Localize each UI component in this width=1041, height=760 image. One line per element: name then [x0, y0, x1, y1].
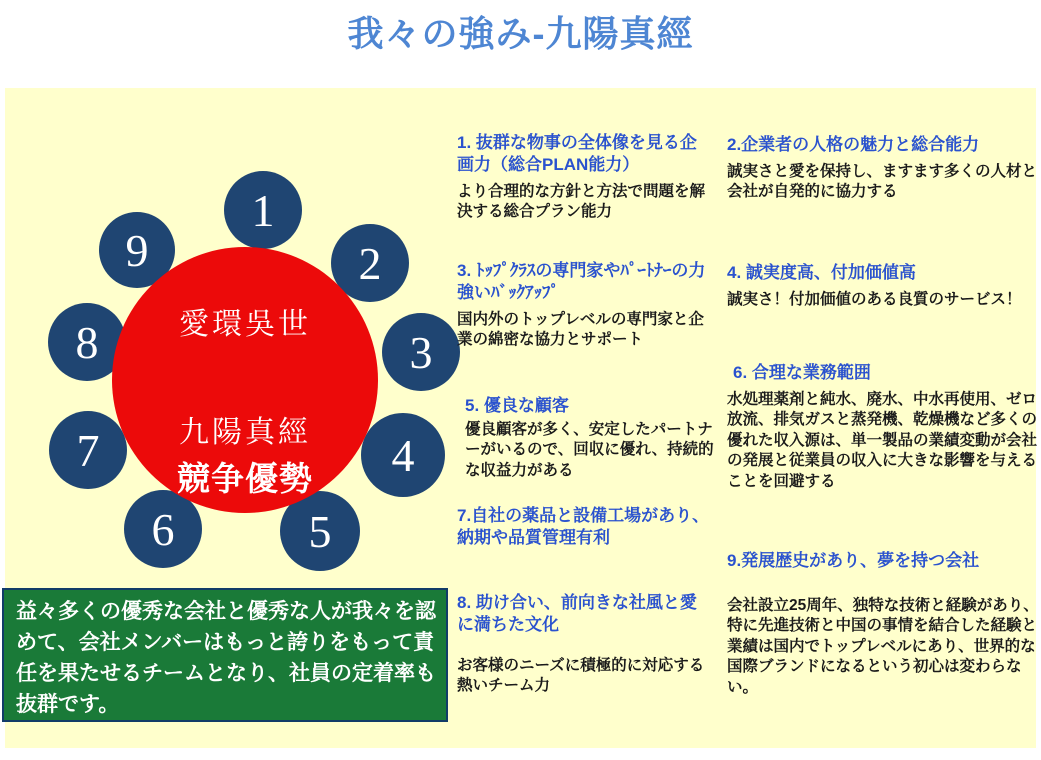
- circle-number: 6: [151, 503, 175, 555]
- block-body: 優良顧客が多く、安定したパートナーがいるので、回収に優れ、持続的な収益力がある: [465, 420, 714, 479]
- page-title: 我々の強み-九陽真經: [347, 13, 694, 54]
- block-heading: 8. 助け合い、前向きな社風と愛に満ちた文化: [457, 593, 697, 634]
- block-heading: 3. ﾄｯﾌﾟｸﾗｽの専門家やﾊﾟｰﾄﾅｰの力強いﾊﾞｯｸｱｯﾌﾟ: [457, 261, 706, 302]
- number-circle-6: [124, 490, 202, 568]
- block-body: 誠実さ！付加価値のある良質のサービス！: [727, 290, 1022, 308]
- block-heading: 6. 合理な業務範囲: [733, 363, 871, 382]
- block-heading: 7.自社の薬品と設備工場があり、納期や品質管理有利: [457, 506, 710, 547]
- number-circle-4: [361, 413, 445, 497]
- block-body: お客様のニーズに積極的に対応する熱いチーム力: [457, 656, 705, 694]
- strength-block-8: [457, 592, 711, 696]
- circle-number: 9: [125, 224, 149, 276]
- block-heading: 5. 優良な顧客: [465, 396, 569, 415]
- number-circle-1: [224, 171, 302, 249]
- circle-number: 3: [409, 326, 433, 378]
- block-heading: 9.発展歴史があり、夢を持つ会社: [727, 551, 980, 570]
- strength-block-5: [457, 395, 719, 481]
- strength-block-4: [727, 262, 1041, 310]
- strength-block-9: [727, 550, 1041, 698]
- circle-number: 8: [75, 316, 99, 368]
- center-line-1: 愛環吳世: [179, 308, 311, 341]
- strength-block-6: [727, 362, 1041, 492]
- circle-number: 4: [391, 429, 415, 481]
- strength-block-3: [457, 260, 711, 350]
- number-circle-7: [49, 411, 127, 489]
- summary-green-box: [2, 588, 448, 722]
- center-line-2: 九陽真經: [179, 416, 311, 449]
- block-heading: 4. 誠実度高、付加価値高: [727, 263, 916, 282]
- circle-number: 5: [308, 505, 332, 557]
- block-heading: 2.企業者の人格の魅力と総合能力: [727, 135, 980, 154]
- summary-text: 益々多くの優秀な会社と優秀な人が我々を認めて、会社メンバーはもっと誇りをもって責任を果たせるチームとなり、社員の定着率も抜群です。: [16, 600, 436, 717]
- block-body: 水処理薬剤と純水、廃水、中水再使用、ゼロ放流、排気ガスと蒸発機、乾燥機など多くの優れた収入源は、単一製品の業績変動が会社の発展と従業員の収入に大きな影響を与えることを回避する: [727, 390, 1038, 490]
- block-heading: 1. 抜群な物事の全体像を見る企画力（総合PLAN能力）: [457, 133, 697, 174]
- center-line-3: 競争優勢: [177, 460, 313, 497]
- circle-number: 1: [251, 184, 275, 236]
- circle-number: 2: [358, 237, 382, 289]
- block-body: 誠実さと愛を保持し、ますます多くの人材と会社が自発的に協力する: [727, 162, 1038, 201]
- center-circle: [112, 247, 378, 513]
- strength-block-1: [457, 132, 711, 222]
- circle-number: 7: [76, 424, 100, 476]
- block-body: 国内外のトップレベルの専門家と企業の綿密な協力とサポート: [457, 310, 704, 348]
- strength-block-2: [727, 134, 1041, 203]
- number-circle-3: [382, 313, 460, 391]
- block-body: 会社設立25周年、独特な技術と経験があり、特に先進技術と中国の事情を結合した経験と業績は国内でトップレベルにあり、世界的な国際ブランドになるという初心は変わらない。: [727, 596, 1039, 696]
- block-body: より合理的な方針と方法で問題を解決する総合プラン能力: [457, 182, 706, 220]
- strength-block-7: [457, 505, 711, 549]
